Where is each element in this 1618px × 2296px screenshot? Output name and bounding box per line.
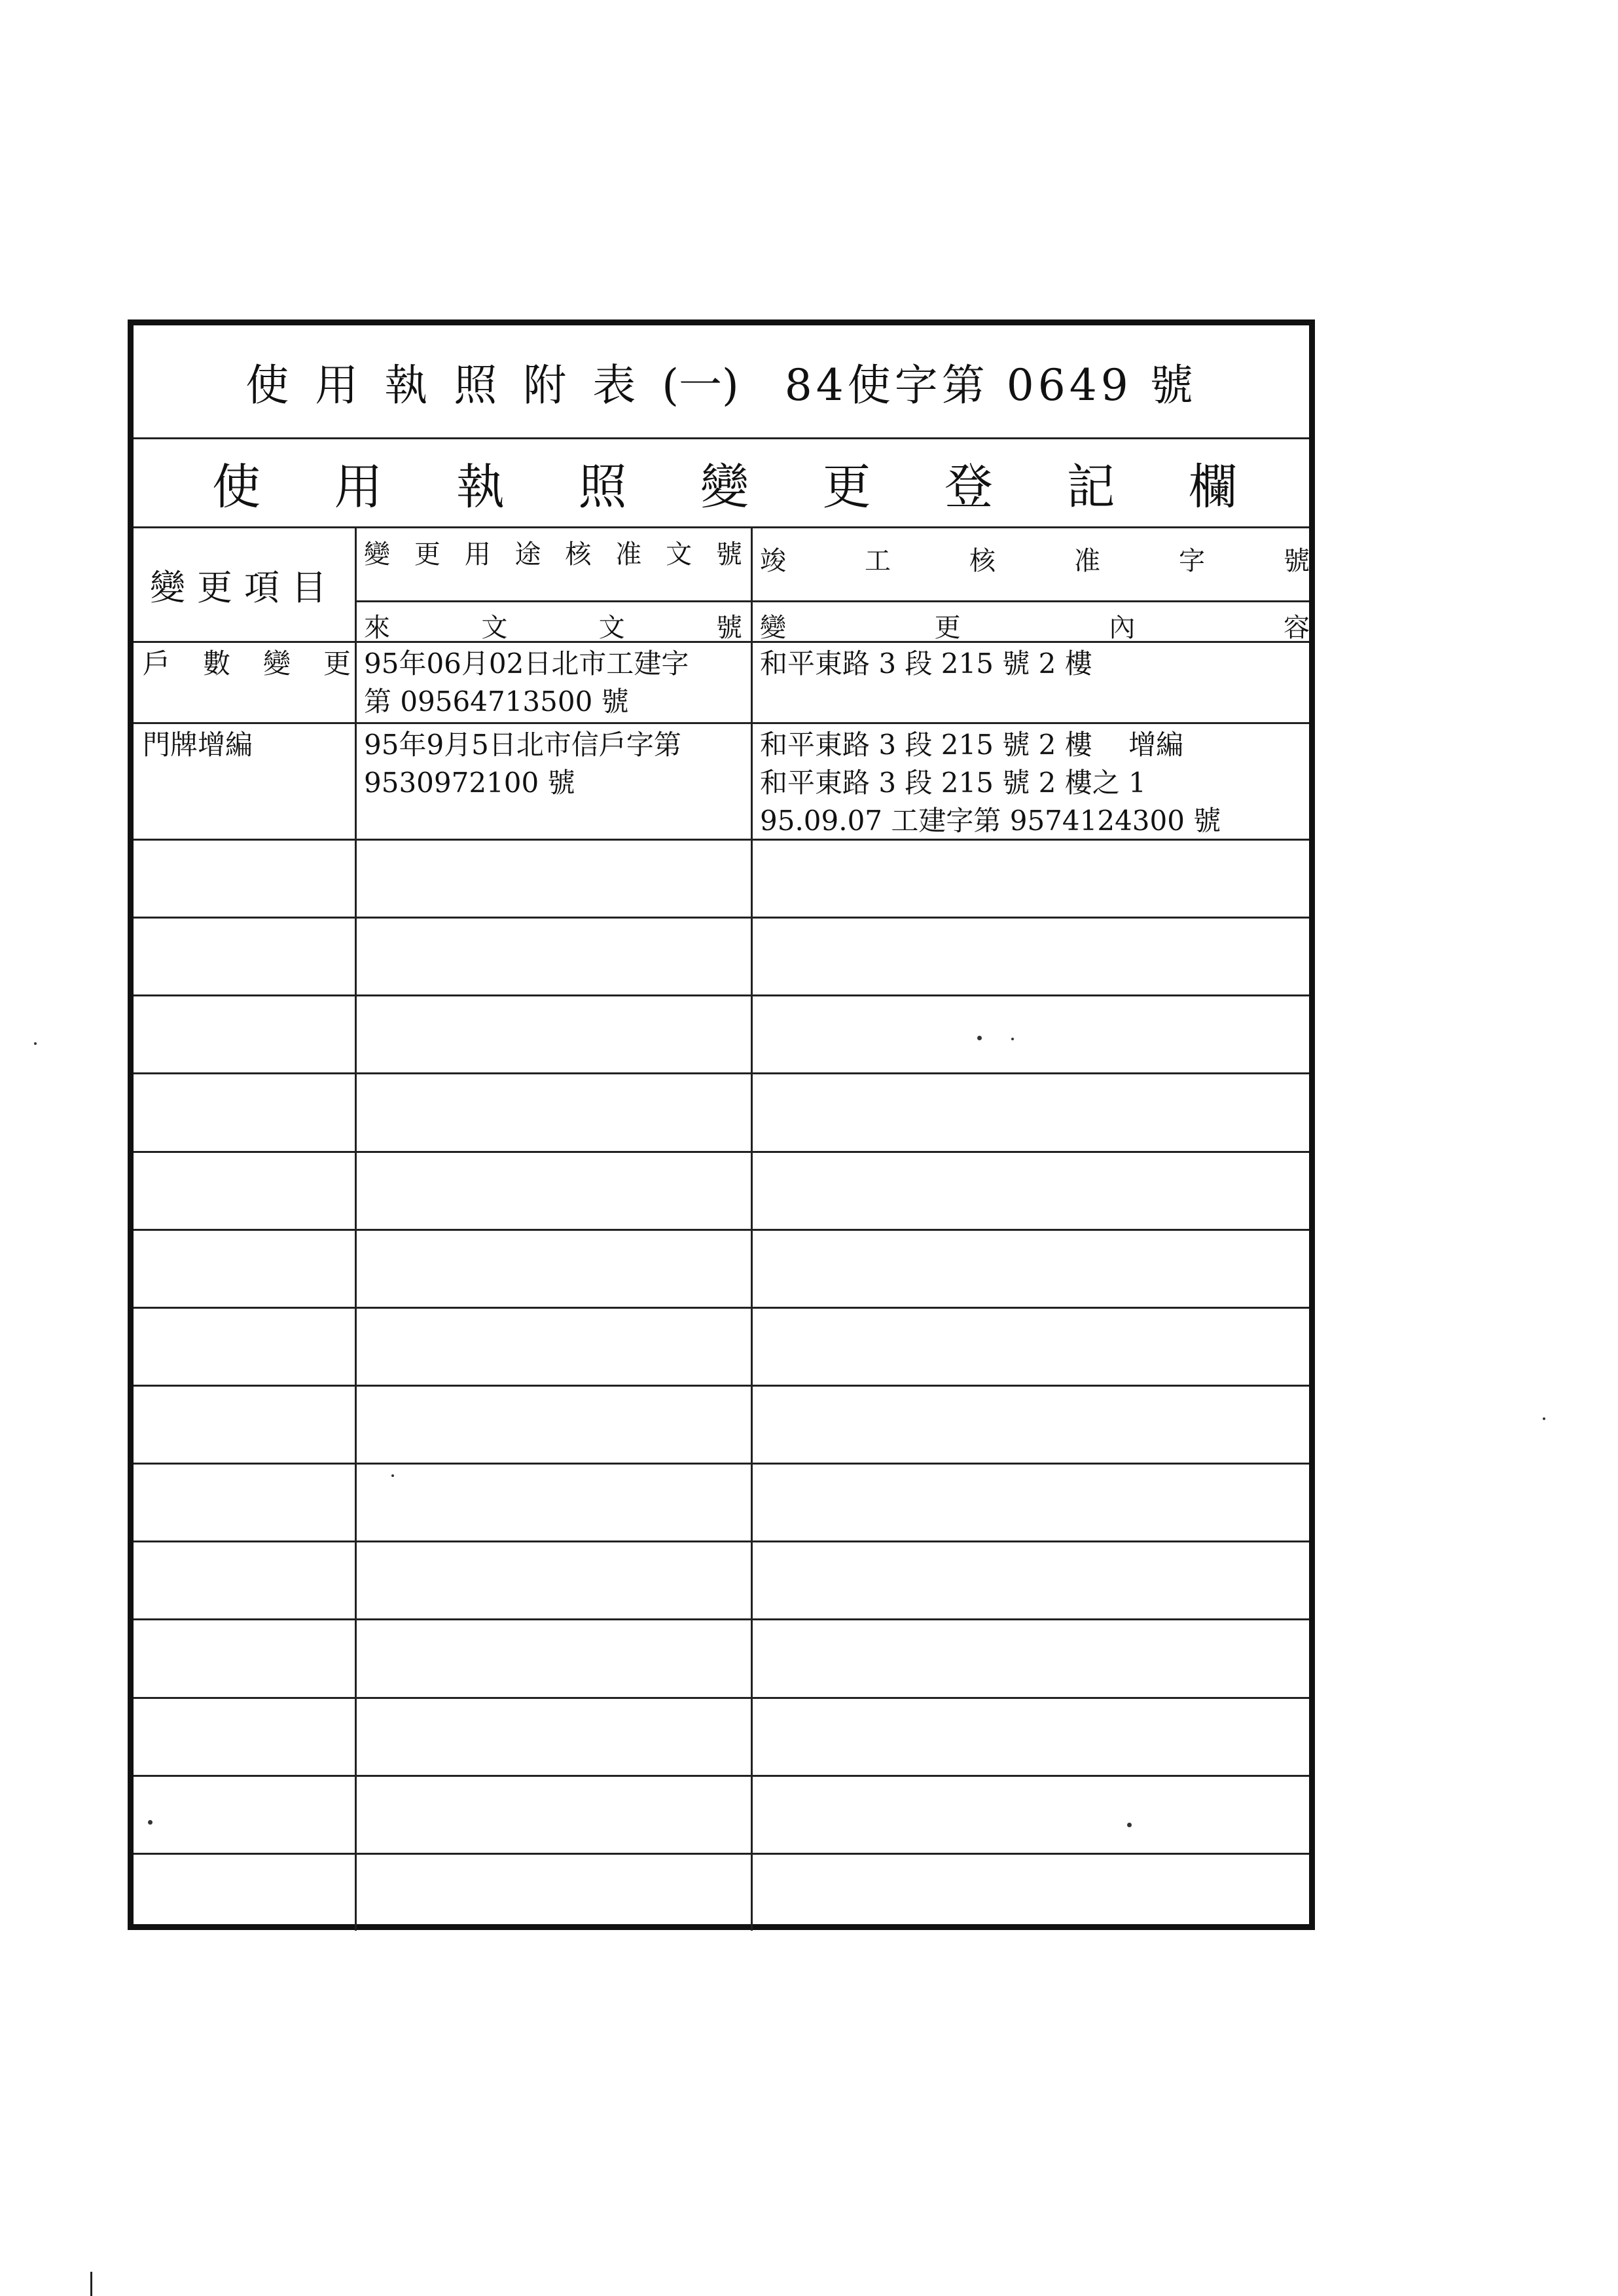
row2-doc-line2: 9530972100 號 xyxy=(364,767,575,799)
header-char: 工 xyxy=(865,546,891,576)
empty-row-line xyxy=(134,1618,1309,1620)
header-char: 文 xyxy=(598,613,625,643)
header-char: 變 xyxy=(760,613,786,643)
header-change-content xyxy=(760,607,1310,644)
header-char: 竣 xyxy=(760,546,786,576)
row-line xyxy=(134,839,1309,841)
form-title xyxy=(134,325,1309,439)
header-char: 文 xyxy=(481,613,508,643)
row2-content-line1: 和平東路 3 段 215 號 2 樓 增編 xyxy=(760,729,1184,761)
empty-row-line xyxy=(134,917,1309,919)
item-char: 數 xyxy=(202,647,230,680)
empty-row-line xyxy=(134,1697,1309,1699)
subtitle-char: 照 xyxy=(578,458,627,515)
empty-row-line xyxy=(134,1463,1309,1465)
row2-item: 門牌增編 xyxy=(143,729,253,761)
scan-speck xyxy=(1127,1823,1132,1827)
header-char: 來 xyxy=(364,613,390,643)
header-char: 途 xyxy=(514,539,541,570)
header-char: 更 xyxy=(414,539,440,570)
empty-row-line xyxy=(134,994,1309,996)
subtitle-char: 登 xyxy=(944,458,993,515)
scan-speck xyxy=(391,1474,394,1477)
row1-content-line1: 和平東路 3 段 215 號 2 樓 xyxy=(760,647,1092,680)
header-char: 內 xyxy=(1109,613,1136,643)
subtitle-char: 欄 xyxy=(1189,458,1237,515)
scan-speck xyxy=(148,1820,153,1825)
row1-item xyxy=(143,645,351,683)
row1-doc-line2: 第 09564713500 號 xyxy=(364,685,629,718)
header-char: 核 xyxy=(969,546,996,576)
empty-row-line xyxy=(134,1307,1309,1309)
empty-row-line xyxy=(134,1775,1309,1777)
scan-speck xyxy=(34,1042,37,1045)
header-approval-doc xyxy=(364,534,742,571)
header-char: 容 xyxy=(1283,613,1310,643)
header-char: 文 xyxy=(666,539,692,570)
empty-row-line xyxy=(134,1385,1309,1387)
usage-permit-change-form xyxy=(128,319,1315,1930)
row-line xyxy=(134,722,1309,724)
header-char: 更 xyxy=(934,613,961,643)
scan-speck xyxy=(1011,1038,1014,1040)
permit-number: 84使字第 0649 號 xyxy=(784,360,1197,410)
item-char: 更 xyxy=(323,647,351,680)
row2-content-line3: 95.09.07 工建字第 9574124300 號 xyxy=(760,805,1221,837)
header-char: 字 xyxy=(1179,546,1205,576)
subtitle-char: 用 xyxy=(334,458,383,515)
header-char: 核 xyxy=(565,539,592,570)
empty-row-line xyxy=(134,1540,1309,1542)
empty-row-line xyxy=(134,1853,1309,1855)
subtitle-char: 變 xyxy=(700,458,749,515)
empty-row-line xyxy=(134,1151,1309,1153)
header-char: 准 xyxy=(615,539,642,570)
scan-speck xyxy=(977,1036,982,1040)
header-change-item: 變更項目 xyxy=(150,566,338,608)
empty-row-line xyxy=(134,1072,1309,1074)
header-char: 變 xyxy=(364,539,390,570)
subtitle-char: 記 xyxy=(1066,458,1115,515)
header-incoming-doc xyxy=(364,607,742,644)
header-char: 號 xyxy=(715,539,742,570)
scan-speck xyxy=(1543,1417,1545,1420)
row1-doc-line1: 95年06月02日北市工建字 xyxy=(364,647,689,680)
title-left: 使用執照附表 xyxy=(245,360,662,410)
header-char: 號 xyxy=(1284,546,1310,576)
header-char: 號 xyxy=(715,613,742,643)
title-paren: (一) xyxy=(662,360,739,410)
row2-doc-line1: 95年9月5日北市信戶字第 xyxy=(364,729,681,761)
row2-content-line2: 和平東路 3 段 215 號 2 樓之 1 xyxy=(760,767,1146,799)
header-divider xyxy=(355,600,1309,602)
item-char: 變 xyxy=(262,647,291,680)
form-subtitle xyxy=(134,439,1309,528)
item-char: 戶 xyxy=(143,647,171,680)
header-completion-approval xyxy=(760,540,1310,577)
change-record-table xyxy=(134,528,1309,1931)
subtitle-char: 更 xyxy=(822,458,871,515)
subtitle-char: 執 xyxy=(456,458,505,515)
header-char: 准 xyxy=(1074,546,1100,576)
header-char: 用 xyxy=(464,539,491,570)
subtitle-char: 使 xyxy=(212,458,261,515)
scan-mark xyxy=(90,2272,92,2296)
empty-row-line xyxy=(134,1229,1309,1231)
